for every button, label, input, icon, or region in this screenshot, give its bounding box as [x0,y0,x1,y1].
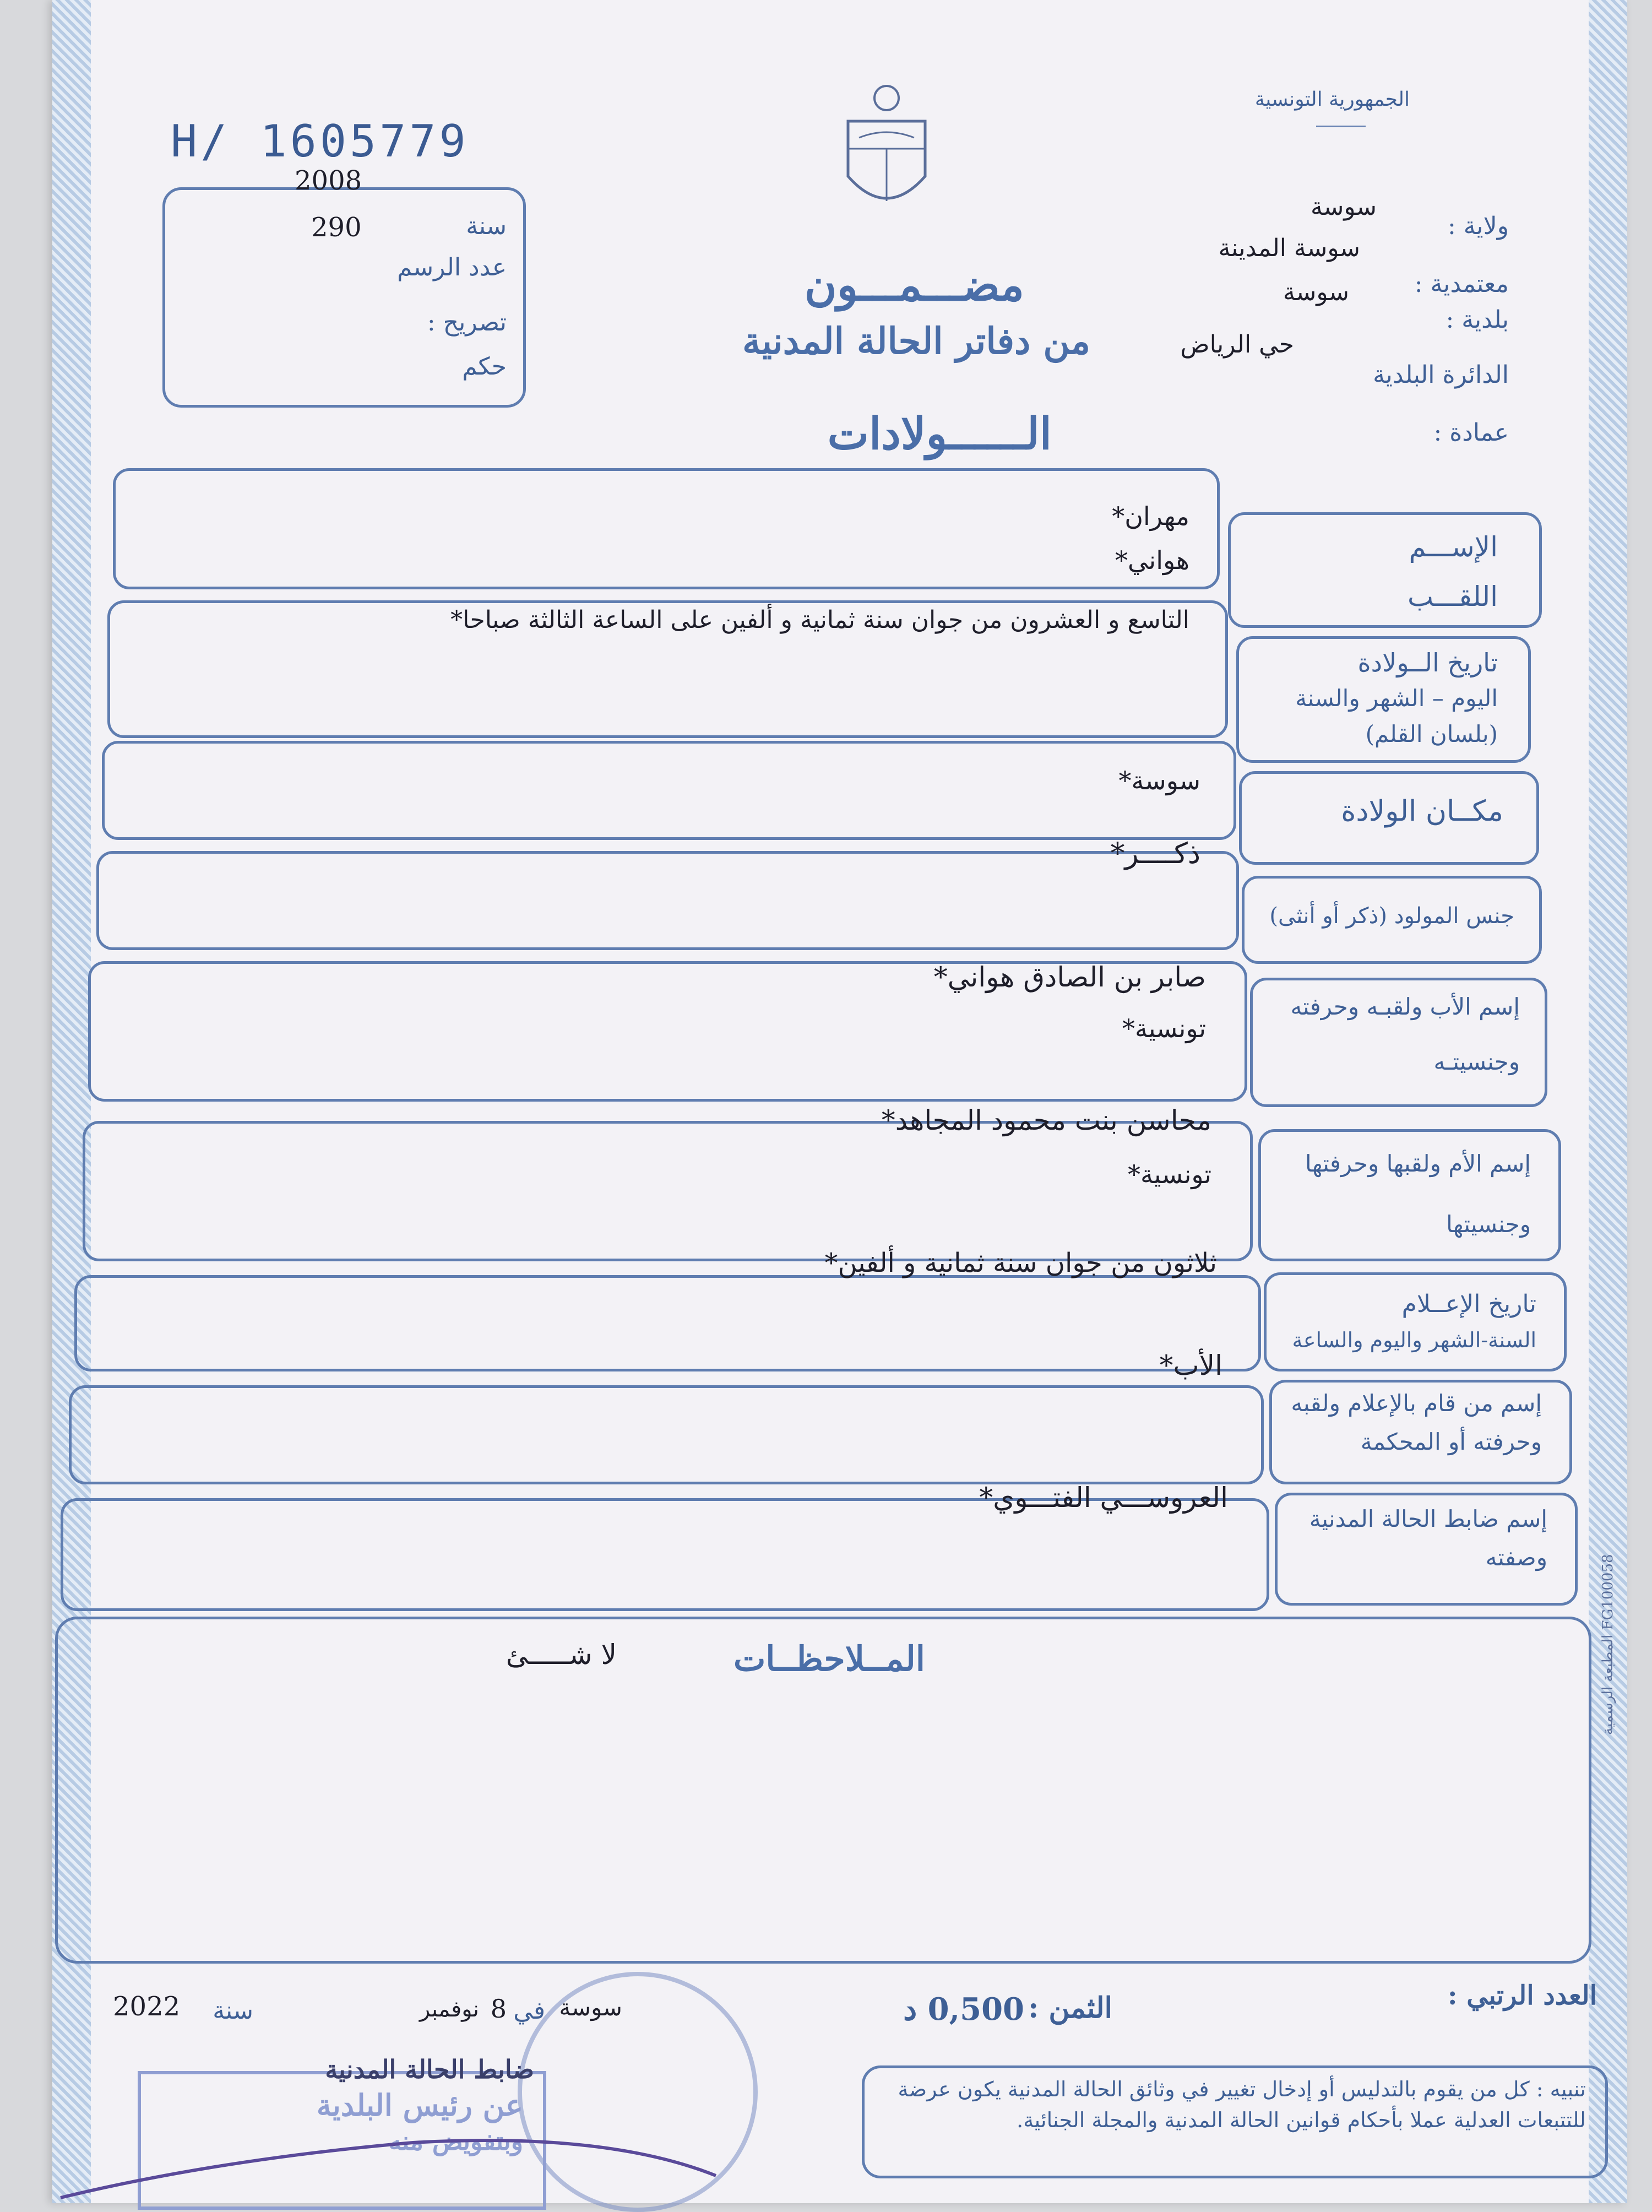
delegation-value: سوسة المدينة [1218,234,1360,262]
republic-underline [1316,126,1366,127]
footer-serial-label: العدد الرتبي : [1447,1980,1597,2011]
declarant-value-box [69,1385,1264,1484]
mother-value: محاسن بنت محمود المجاهد* [881,1104,1211,1136]
stamp-line-delegation: وبتفويض منه [388,2126,523,2156]
declaration-date-format-label: السنة-الشهر واليوم والساعة [1292,1328,1536,1352]
declaration-label: تصريح : [427,308,507,337]
mother-value-box [83,1121,1253,1261]
remarks-value: لا شـــــئ [506,1639,617,1671]
record-number-value: 290 [311,212,362,243]
district-label: الدائرة البلدية [1373,361,1509,389]
issue-date-prefix: في [513,1997,545,2025]
issue-day: 8 [490,1994,507,2024]
governorate-value: سوسة [1310,193,1377,221]
father-value: صابر بن الصادق هواني* [933,961,1206,993]
delegation-label: معتمدية : [1414,270,1509,298]
sex-label: جنس المولود (ذكر أو أنثى) [1269,903,1514,929]
declarant-label: إسم من قام بالإعلام ولقبه [1291,1390,1542,1417]
municipality-label: بلدية : [1446,306,1509,334]
issue-year-value: 2022 [113,1991,181,2022]
section-title-births: الــــــولادات [827,408,1052,459]
municipality-value: سوسة [1283,278,1349,306]
tunisia-coat-of-arms-icon [837,83,936,226]
birth-place-value: سوسة* [1118,766,1200,795]
birth-date-words-label: (بلسان القلم) [1365,720,1498,747]
issue-place: سوسة [559,1994,622,2021]
serial-number: H/ 1605779 [171,116,469,167]
declaration-date-label: تاريخ الإعــلام [1401,1290,1536,1318]
title-civil-registry: من دفاتر الحالة المدنية [742,319,1090,362]
father-label: إسم الأب ولقبـه وحرفته [1290,993,1520,1020]
warning-text: تنبيه : كل من يقوم بالتدليس أو إدخال تغيير في وثائق الحالة المدنية يكون عرضة للتتبعات العدلية عملا بأحكام قوانين الحالة المدنية والمجلة الجنائية. [898,2077,1586,2132]
district-value: حي الرياض [1180,330,1294,359]
officer-value-box [61,1498,1269,1611]
issue-month: نوفمبر [419,1997,479,2022]
mother-nationality-value: تونسية* [1128,1159,1211,1189]
mother-label: إسم الأم ولقبها وحرفتها [1305,1150,1531,1177]
price-label: الثمن : [1028,1991,1112,2025]
sex-value: ذكــــر* [1110,837,1200,870]
declarant-value: الأب* [1159,1349,1222,1381]
declaration-date-value: ثلاثون من جوان سنة ثمانية و ألفين* [824,1248,1217,1278]
name-label: الإســـم [1409,531,1498,563]
judgment-label: حكم [462,353,507,381]
declarant-occupation-label: وحرفته أو المحكمة [1360,1428,1542,1455]
omda-label: عمادة : [1433,419,1509,447]
father-nationality-label: وجنسيتـه [1433,1048,1520,1075]
stamp-line-mayor: عن رئيس البلدية [316,2088,523,2123]
remarks-title: المــلاحظــات [733,1639,925,1679]
title-madmoun: مضـــمـــون [804,259,1024,311]
birth-date-format-label: اليوم – الشهر والسنة [1295,685,1498,712]
price-value: 0,500 د [903,1991,1024,2027]
issue-year-label: سنة [213,1997,253,2025]
father-nationality-value: تونسية* [1122,1013,1206,1043]
record-year-label: سنة [466,212,507,240]
signature-scribble-icon [55,2110,743,2203]
surname-label: اللقـــب [1407,581,1498,612]
surname-value: هواني* [1115,545,1189,575]
printer-mark: المطبعة الرسمية FG100058 [1600,1554,1616,1735]
governorate-label: ولاية : [1448,212,1509,240]
officer-label: إسم ضابط الحالة المدنية [1309,1505,1547,1532]
security-border-right [1589,0,1627,2203]
record-year-value: 2008 [295,165,362,196]
officer-title-label: وصفته [1485,1544,1547,1571]
birth-date-value: التاسع و العشرون من جوان سنة ثمانية و ألفين على الساعة الثالثة صباحا* [450,606,1189,634]
birth-place-label: مكــان الولادة [1341,795,1503,828]
republic-heading: الجمهورية التونسية [1254,88,1410,111]
mother-nationality-label: وجنسيتها [1446,1211,1531,1238]
birth-date-label: تاريخ الــولادة [1357,648,1498,677]
name-value: مهران* [1112,501,1189,531]
record-number-label: عدد الرسم [397,253,507,281]
officer-value: العروســـي الفتـــوي* [979,1482,1228,1514]
officer-signature-title: ضابط الحالة المدنية [325,2054,534,2084]
